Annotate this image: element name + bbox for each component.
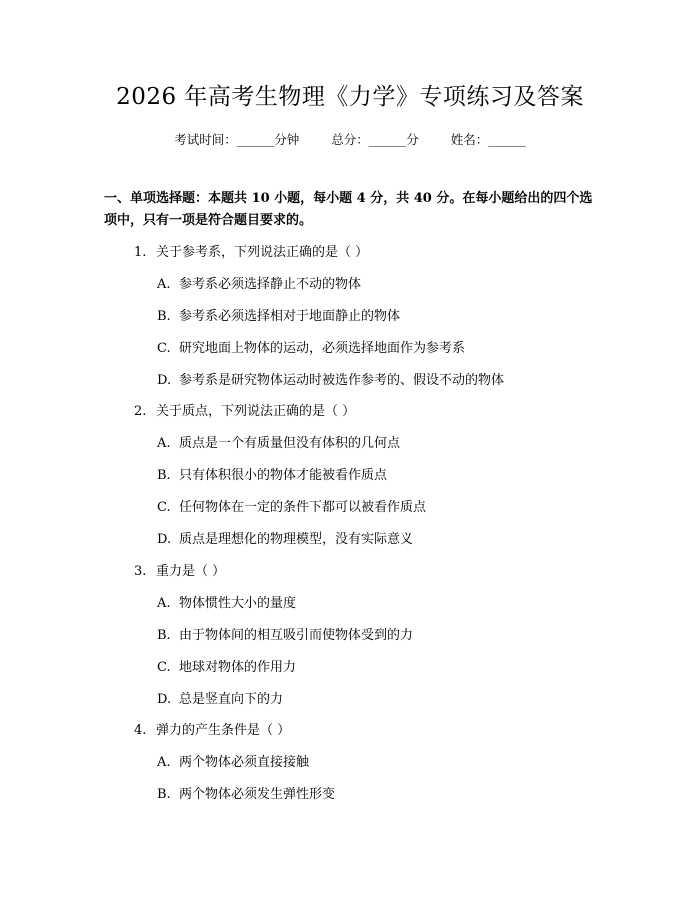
question-stem [134,244,368,262]
question-number: 1. [134,245,147,260]
option-text: 质点是一个有质量但没有体积的几何点 [179,436,401,451]
question-text: 重力是（ ） [156,564,226,579]
option-a [157,435,400,453]
option-text: 任何物体在一定的条件下都可以被看作质点 [179,500,427,515]
option-b [157,308,400,326]
option-d [157,531,413,549]
option-b [157,627,413,645]
option-letter: B. [157,787,171,802]
option-b [157,786,335,804]
option-text: 两个物体必须直接接触 [179,755,310,770]
option-letter: A. [157,596,171,611]
option-text: 两个物体必须发生弹性形变 [179,787,336,802]
option-text: 物体惯性大小的量度 [179,596,297,611]
option-letter: A. [157,436,171,451]
option-text: 研究地面上物体的运动，必须选择地面作为参考系 [179,341,466,356]
option-letter: C. [157,660,171,675]
option-letter: B. [157,468,171,483]
exam-time-field: 考试时间：______分钟 [174,132,300,147]
option-text: 参考系必须选择静止不动的物体 [179,277,362,292]
question-number: 4. [134,723,147,738]
question-stem [134,403,355,421]
option-a [157,595,296,613]
option-text: 由于物体间的相互吸引而使物体受到的力 [179,628,414,643]
total-score-field: 总分：______分 [331,132,419,147]
option-c [157,340,465,358]
option-letter: C. [157,500,171,515]
question-text: 关于参考系，下列说法正确的是（ ） [156,245,369,260]
option-b [157,467,387,485]
question-text: 关于质点，下列说法正确的是（ ） [156,404,356,419]
option-letter: B. [157,628,171,643]
exam-info-row [0,131,700,149]
question-stem [134,563,225,581]
option-c [157,659,296,677]
page-title: 2026 年高考生物理《力学》专项练习及答案 [116,84,584,110]
option-letter: B. [157,309,171,324]
option-text: 只有体积很小的物体才能被看作质点 [179,468,388,483]
option-letter: A. [157,755,171,770]
option-letter: D. [157,373,172,388]
section-heading: 一、单项选择题：本题共 10 小题，每小题 4 分，共 40 分。在每小题给出的四个选项中，只有一项是符合题目要求的。 [104,191,593,228]
option-letter: D. [157,532,172,547]
option-text: 参考系必须选择相对于地面静止的物体 [179,309,401,324]
option-text: 总是竖直向下的力 [179,692,284,707]
option-letter: D. [157,692,172,707]
option-c [157,499,426,517]
question-number: 2. [134,404,147,419]
option-d [157,372,504,390]
option-text: 质点是理想化的物理模型，没有实际意义 [179,532,414,547]
question-text: 弹力的产生条件是（ ） [156,723,291,738]
question-stem [134,722,290,740]
option-text: 地球对物体的作用力 [179,660,297,675]
option-d [157,691,283,709]
option-a [157,276,361,294]
student-name-field: 姓名：______ [450,132,526,147]
question-number: 3. [134,564,147,579]
option-text: 参考系是研究物体运动时被选作参考的、假设不动的物体 [179,373,505,388]
option-a [157,754,309,772]
option-letter: C. [157,341,171,356]
option-letter: A. [157,277,171,292]
